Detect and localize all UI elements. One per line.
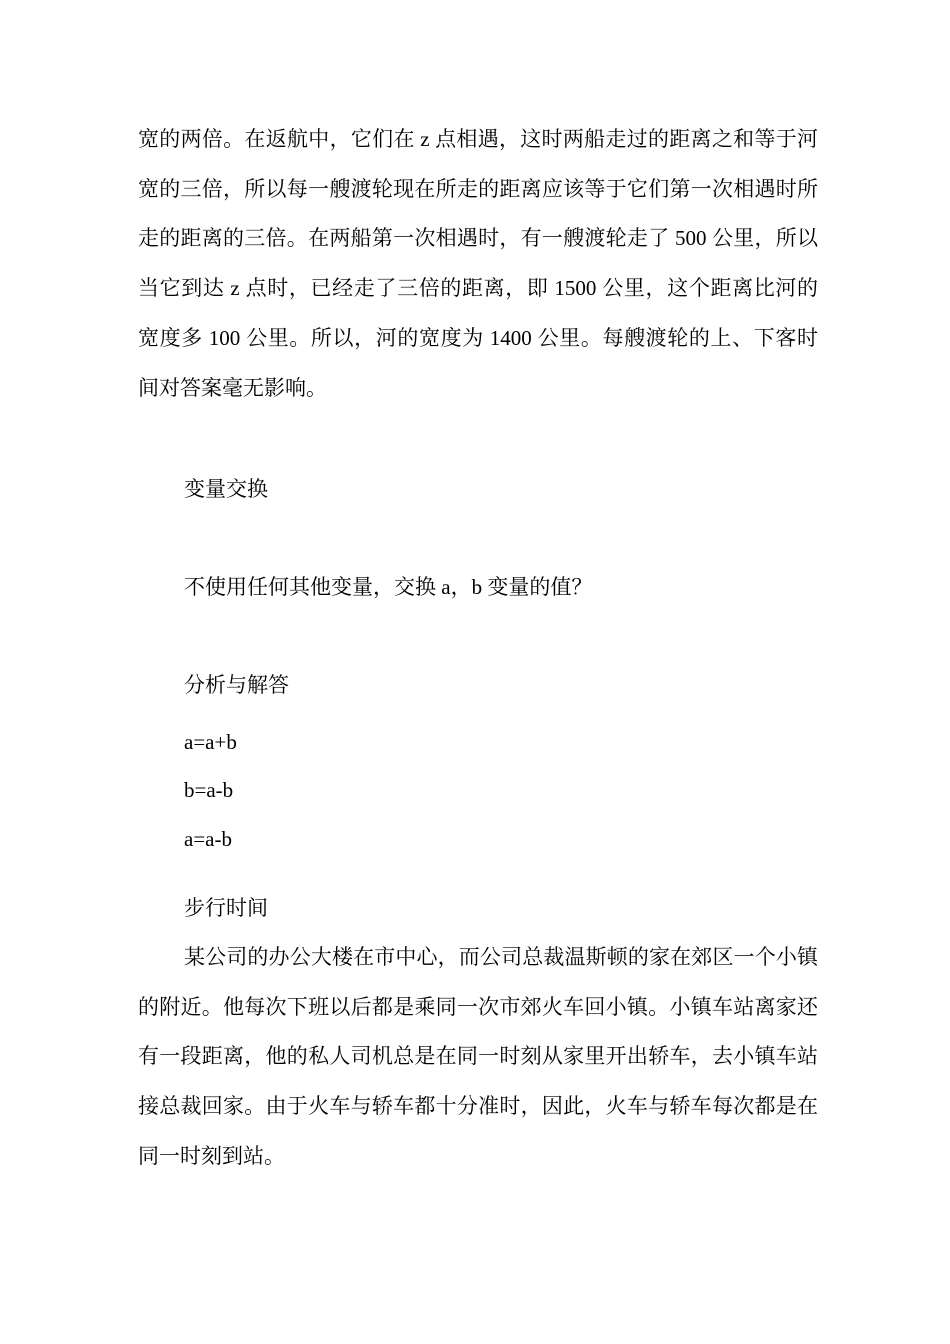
swap-section-title: 变量交换	[184, 477, 268, 501]
analysis-heading: 分析与解答	[184, 673, 289, 697]
intro-paragraph: 宽的两倍。在返航中，它们在 z 点相遇，这时两船走过的距离之和等于河宽的三倍，所以每一艘渡轮现在所走的距离应该等于它们第一次相遇时所走的距离的三倍。在两船第一次相遇时，有一艘渡轮走了 500 公里，所以当它到达 z 点时，已经走了三倍的距离，即 1500 公里，这个距离比河的宽度多 100 公里。所以，河的宽度为 1400 公里。每艘渡轮的上、下客时间对答案毫无影响。	[138, 127, 818, 400]
walk-section-title: 步行时间	[184, 896, 268, 920]
code-line: b=a-b	[184, 778, 234, 802]
code-line: a=a+b	[184, 730, 237, 754]
code-line: a=a-b	[184, 827, 232, 851]
swap-question: 不使用任何其他变量，交换 a，b 变量的值？	[184, 575, 593, 599]
walk-paragraph: 某公司的办公大楼在市中心，而公司总裁温斯顿的家在郊区一个小镇的附近。他每次下班以后都是乘同一次市郊火车回小镇。小镇车站离家还有一段距离，他的私人司机总是在同一时刻从家里开出轿车，去小镇车站接总裁回家。由于火车与轿车都十分准时，因此，火车与轿车每次都是在同一时刻到站。	[138, 945, 818, 1168]
